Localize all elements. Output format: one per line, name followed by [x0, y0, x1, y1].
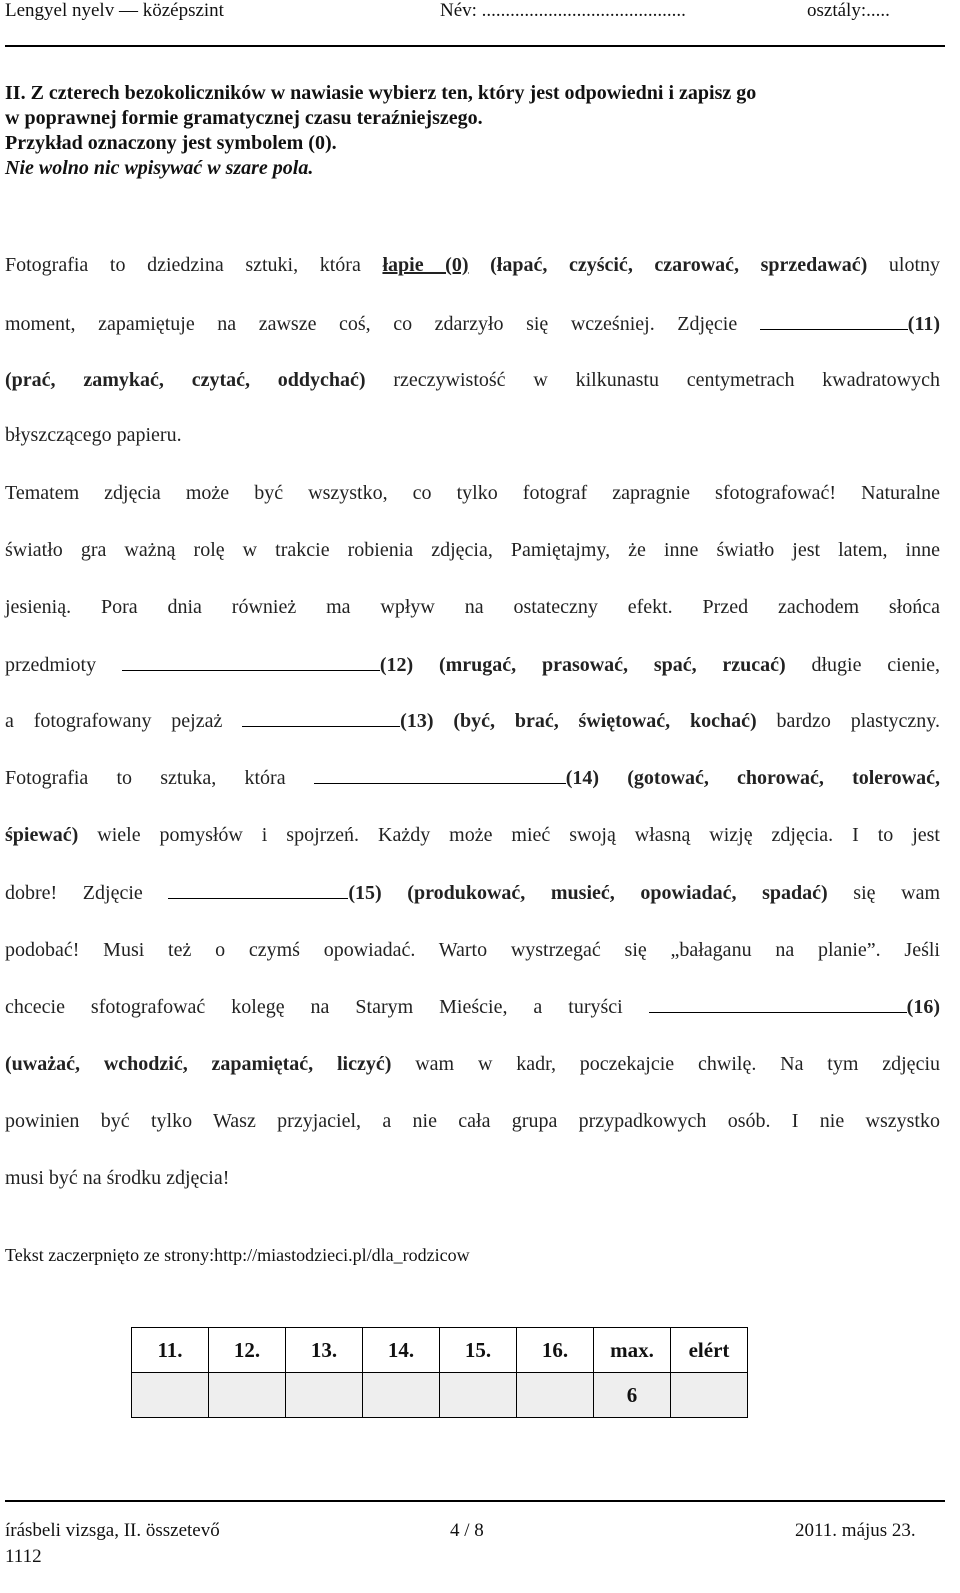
text-line-14	[5, 992, 940, 1022]
score-header-cell: 13.	[286, 1328, 363, 1373]
score-cell-earned	[671, 1373, 748, 1418]
score-header-cell: max.	[594, 1328, 671, 1373]
options-12: (12) (mrugać, prasować, spać, rzucać)	[379, 654, 786, 676]
header-name-field: Név: ...........................................	[440, 0, 686, 21]
text-line-13: podobać! Musi też o czymś opowiadać. Warto wystrzegać się „bałaganu na planie”. Jeśli	[5, 939, 940, 961]
text-segment: się wam	[827, 882, 940, 904]
text-segment: ulotny	[867, 254, 941, 276]
answer-gap-13[interactable]	[242, 710, 400, 727]
score-table-header-row	[132, 1328, 748, 1373]
answer-gap-15[interactable]	[168, 882, 348, 899]
score-cell-12	[209, 1373, 286, 1418]
text-line-2	[5, 309, 940, 339]
score-header-cell: elért	[671, 1328, 748, 1373]
instruction-line-4: Nie wolno nic wpisywać w szare pola.	[5, 157, 314, 179]
score-cell-13	[286, 1373, 363, 1418]
gap-number-16: (16)	[906, 996, 940, 1018]
text-line-1	[5, 250, 940, 280]
answer-gap-11[interactable]	[760, 313, 908, 330]
footer-exam-code: 1112	[5, 1546, 42, 1567]
options-14: (14) (gotować, chorować, tolerować,	[565, 767, 940, 789]
options-13: (13) (być, brać, świętować, kochać)	[400, 710, 757, 732]
text-line-3	[5, 365, 940, 395]
score-header-cell: 11.	[132, 1328, 209, 1373]
source-note: Tekst zaczerpnięto ze strony:http://miastodzieci.pl/dla_rodzicow	[5, 1245, 470, 1265]
header-subject: Lengyel nyelv — középszint	[5, 0, 224, 21]
text-segment: bardzo plastyczny.	[756, 710, 940, 732]
options-15: (15) (produkować, musieć, opowiadać, spadać)	[348, 882, 828, 904]
footer-date: 2011. május 23.	[795, 1520, 916, 1541]
score-header-cell: 16.	[517, 1328, 594, 1373]
text-line-8	[5, 650, 940, 680]
text-line-5: Tematem zdjęcia może być wszystko, co tylko fotograf zapragnie sfotografować! Naturalne	[5, 482, 940, 504]
instruction-line-3: Przykład oznaczony jest symbolem (0).	[5, 132, 337, 154]
instruction-line-1: II. Z czterech bezokoliczników w nawiasie wybierz ten, który jest odpowiedni i zapisz go	[5, 82, 757, 104]
header-rule	[5, 45, 945, 47]
options-16: (uważać, wchodzić, zapamiętać, liczyć)	[5, 1053, 392, 1075]
answer-gap-12[interactable]	[122, 654, 380, 671]
score-cell-11	[132, 1373, 209, 1418]
text-segment: wiele pomysłów i spojrzeń. Każdy może mieć swoją własną wizję zdjęcia. I to jest	[78, 824, 940, 846]
text-line-17: musi być na środku zdjęcia!	[5, 1167, 230, 1189]
answer-gap-14[interactable]	[314, 767, 566, 784]
score-header-cell: 15.	[440, 1328, 517, 1373]
text-line-11	[5, 820, 940, 850]
score-table	[131, 1327, 748, 1418]
text-segment: moment, zapamiętuje na zawsze coś, co zdarzyło się wcześniej. Zdjęcie	[5, 313, 760, 335]
footer-exam-label: írásbeli vizsga, II. összetevő	[5, 1520, 220, 1541]
score-cell-16	[517, 1373, 594, 1418]
text-line-7: jesienią. Pora dnia również ma wpływ na ostateczny efekt. Przed zachodem słońca	[5, 596, 940, 618]
text-line-4: błyszczącego papieru.	[5, 424, 182, 446]
footer-page-number: 4 / 8	[450, 1520, 484, 1541]
text-line-16: powinien być tylko Wasz przyjaciel, a nie cała grupa przypadkowych osób. I nie wszystko	[5, 1110, 940, 1132]
example-answer: łapie (0)	[382, 254, 469, 276]
text-line-10	[5, 763, 940, 793]
instruction-line-2: w poprawnej formie gramatycznej czasu teraźniejszego.	[5, 107, 483, 129]
text-segment: przedmioty	[5, 654, 122, 676]
options-14-cont: śpiewać)	[5, 824, 79, 846]
text-segment: Fotografia to dziedzina sztuki, która	[5, 254, 383, 276]
text-segment: wam w kadr, poczekajcie chwilę. Na tym zdjęciu	[391, 1053, 940, 1075]
text-line-6: światło gra ważną rolę w trakcie robienia zdjęcia, Pamiętajmy, że inne światło jest latem, inne	[5, 539, 940, 561]
score-header-cell: 14.	[363, 1328, 440, 1373]
answer-gap-16[interactable]	[649, 996, 907, 1013]
text-segment: chcecie sfotografować kolegę na Starym Mieście, a turyści	[5, 996, 649, 1018]
gap-number-11: (11)	[907, 313, 940, 335]
text-segment: dobre! Zdjęcie	[5, 882, 169, 904]
text-line-15	[5, 1049, 940, 1079]
text-line-9	[5, 706, 940, 736]
text-segment: długie cienie,	[785, 654, 940, 676]
footer-rule	[5, 1500, 945, 1502]
text-segment: a fotografowany pejzaż	[5, 710, 243, 732]
options-11: (prać, zamykać, czytać, oddychać)	[5, 369, 366, 391]
score-cell-15	[440, 1373, 517, 1418]
text-segment: rzeczywistość w kilkunastu centymetrach kwadratowych	[365, 369, 941, 391]
score-table-value-row	[132, 1373, 748, 1418]
score-header-cell: 12.	[209, 1328, 286, 1373]
score-cell-14	[363, 1373, 440, 1418]
options-0: (łapać, czyścić, czarować, sprzedawać)	[468, 254, 868, 276]
text-segment: Fotografia to sztuka, która	[5, 767, 314, 789]
header-class-field: osztály:.....	[807, 0, 890, 21]
text-line-12	[5, 878, 940, 908]
score-cell-max: 6	[594, 1373, 671, 1418]
